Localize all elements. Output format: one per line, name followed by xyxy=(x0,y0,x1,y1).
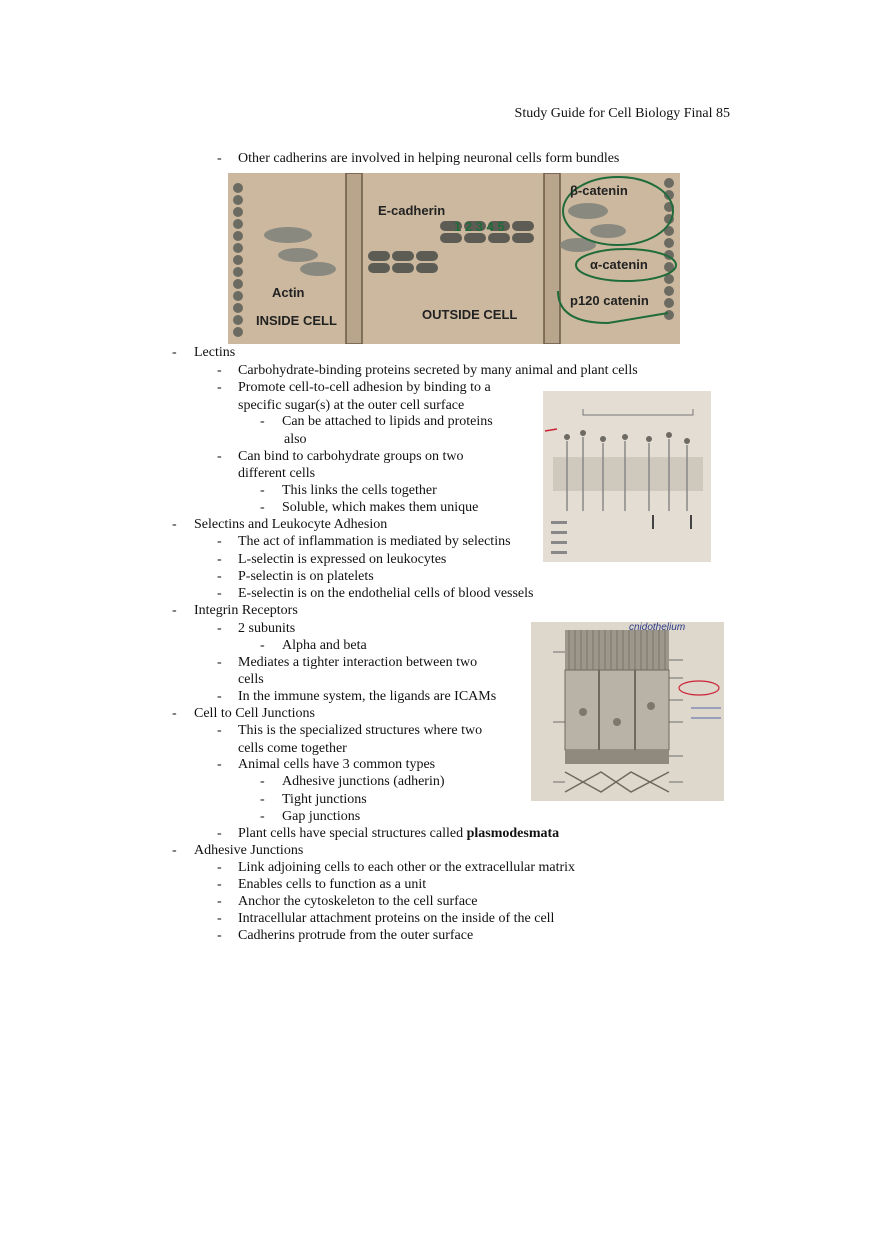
selectins-heading: - Selectins and Leukocyte Adhesion xyxy=(172,517,388,532)
handwritten-note: cnidothelium xyxy=(629,622,686,633)
lectins-bullet-2: - Promote cell-to-cell adhesion by binding to a xyxy=(217,380,491,395)
adhesive-bullet-5: - Cadherins protrude from the outer surface xyxy=(217,928,474,943)
junctions-sub-bullet-3: - Gap junctions xyxy=(260,809,361,824)
label-outside-cell: OUTSIDE CELL xyxy=(422,307,518,322)
adhesive-bullet-4: - Intracellular attachment proteins on the inside of the cell xyxy=(217,911,555,926)
lectins-bullet-1: - Carbohydrate-binding proteins secreted by many animal and plant cells xyxy=(217,363,638,378)
lectins-bullet-2-cont: specific sugar(s) at the outer cell surface xyxy=(238,398,465,413)
integrins-bullet-3: - In the immune system, the ligands are ICAMs xyxy=(217,689,497,704)
page-header: Study Guide for Cell Biology Final 85 xyxy=(514,106,730,121)
lectins-sub-bullet-cont: also xyxy=(284,432,307,447)
lectins-bullet-3: - Can bind to carbohydrate groups on two xyxy=(217,449,464,464)
dash: - xyxy=(217,151,222,166)
lectins-heading: - Lectins xyxy=(172,345,236,360)
intro-bullet: - Other cadherins are involved in helping neuronal cells form bundles xyxy=(217,151,620,166)
lectins-sub-bullet-2: - This links the cells together xyxy=(260,483,437,498)
junctions-bullet-1-cont: cells come together xyxy=(238,741,347,756)
selectins-bullet-3: - P-selectin is on platelets xyxy=(217,569,374,584)
integrins-sub-bullet: - Alpha and beta xyxy=(260,638,367,653)
label-domain-numbers: 1 2 3 4 5 xyxy=(454,219,505,234)
lectins-sub-bullet-3: - Soluble, which makes them unique xyxy=(260,500,479,515)
selectins-bullet-1: - The act of inflammation is mediated by selectins xyxy=(217,534,511,549)
integrins-bullet-2-cont: cells xyxy=(238,672,264,687)
lectins-bullet-3-cont: different cells xyxy=(238,466,316,481)
adhesive-bullet-2: - Enables cells to function as a unit xyxy=(217,877,427,892)
junctions-heading: - Cell to Cell Junctions xyxy=(172,706,315,721)
integrins-bullet-1: - 2 subunits xyxy=(217,621,296,636)
label-actin: Actin xyxy=(272,285,305,300)
integrins-heading: - Integrin Receptors xyxy=(172,603,298,618)
junctions-bullet-3: - Plant cells have special structures called plasmodesmata xyxy=(217,826,560,841)
junctions-sub-bullet-1: - Adhesive junctions (adherin) xyxy=(260,774,445,789)
label-inside-cell: INSIDE CELL xyxy=(256,313,337,328)
cadherin-diagram-photo xyxy=(228,173,680,344)
label-beta-catenin: β-catenin xyxy=(570,183,628,198)
cell-junctions-photo xyxy=(531,622,724,801)
selectins-bullet-4: - E-selectin is on the endothelial cells of blood vessels xyxy=(217,586,534,601)
plasmodesmata-term: plasmodesmata xyxy=(466,826,560,841)
junctions-sub-bullet-2: - Tight junctions xyxy=(260,792,367,807)
junctions-bullet-2: - Animal cells have 3 common types xyxy=(217,757,436,772)
lectins-sub-bullet: - Can be attached to lipids and proteins xyxy=(260,414,493,429)
adhesive-bullet-1: - Link adjoining cells to each other or the extracellular matrix xyxy=(217,860,576,875)
lectin-diagram-photo xyxy=(543,391,711,562)
label-p120-catenin: p120 catenin xyxy=(570,293,649,308)
label-ecadherin: E-cadherin xyxy=(378,203,446,218)
adhesive-heading: - Adhesive Junctions xyxy=(172,843,304,858)
junctions-bullet-1: - This is the specialized structures where two xyxy=(217,723,483,738)
integrins-bullet-2: - Mediates a tighter interaction between two xyxy=(217,655,478,670)
label-alpha-catenin: α-catenin xyxy=(590,257,648,272)
selectins-bullet-2: - L-selectin is expressed on leukocytes xyxy=(217,552,447,567)
adhesive-bullet-3: - Anchor the cytoskeleton to the cell surface xyxy=(217,894,478,909)
